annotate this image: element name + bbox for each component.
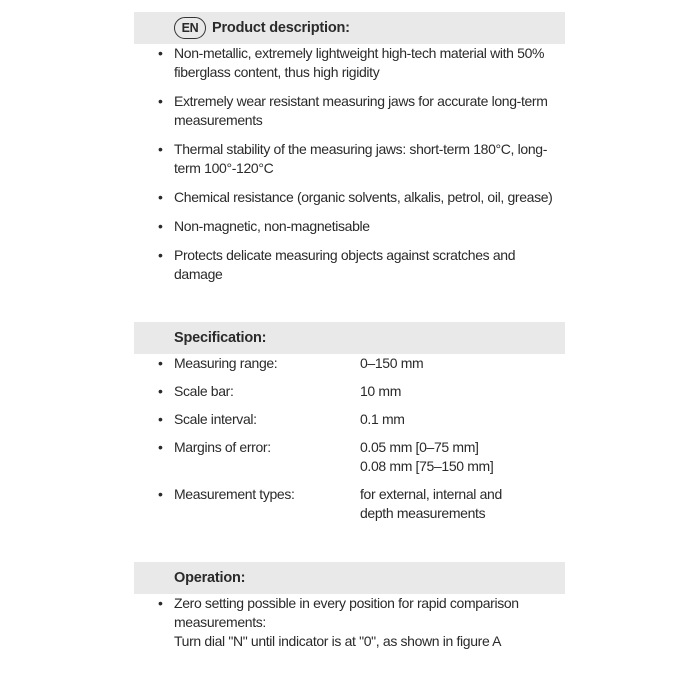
spec-value-line: 0.05 mm [0–75 mm] <box>360 439 479 455</box>
spec-row <box>134 438 565 476</box>
spec-value-line: 0–150 mm <box>360 355 424 371</box>
specification-header <box>134 322 565 354</box>
list-item: • Non-metallic, extremely lightweight high-tech material with 50% fiberglass content, thus high rigidity <box>134 44 565 82</box>
spec-row <box>134 410 565 429</box>
language-badge: EN <box>174 17 206 39</box>
list-item: • Non-magnetic, non-magnetisable <box>134 217 565 236</box>
list-item: • Thermal stability of the measuring jaws: short-term 180°C, long-term 100°-120°C <box>134 140 565 178</box>
product-description-list <box>134 44 565 284</box>
operation-text-line: Zero setting possible in every position for rapid comparison measurements: <box>174 595 519 630</box>
spec-value <box>360 354 565 373</box>
operation-text-line: Turn dial "N" until indicator is at "0", as shown in figure A <box>174 633 502 649</box>
list-item <box>134 594 565 651</box>
spec-value <box>360 410 565 429</box>
spec-row <box>134 354 565 373</box>
spec-label: • Margins of error: <box>174 439 271 455</box>
spec-label: • Scale interval: <box>174 411 257 427</box>
product-description-header <box>134 12 565 44</box>
spec-value <box>360 382 565 401</box>
document-page <box>134 12 565 651</box>
spec-value <box>360 438 565 476</box>
spec-value-line: 10 mm <box>360 383 402 399</box>
specification-list <box>134 354 565 523</box>
spec-value-line: depth measurements <box>360 505 486 521</box>
specification-title: Specification: <box>174 330 267 346</box>
spec-label: • Measuring range: <box>174 355 278 371</box>
operation-list <box>134 594 565 651</box>
spec-label: • Measurement types: <box>174 486 295 502</box>
spec-value-line: 0.1 mm <box>360 411 405 427</box>
spec-value <box>360 485 565 523</box>
operation-header <box>134 562 565 594</box>
spec-value-line: 0.08 mm [75–150 mm] <box>360 458 494 474</box>
operation-title: Operation: <box>174 570 246 586</box>
spec-row <box>134 485 565 523</box>
spec-row <box>134 382 565 401</box>
spec-value-line: for external, internal and <box>360 486 502 502</box>
list-item: • Extremely wear resistant measuring jaws for accurate long-term measurements <box>134 92 565 130</box>
spec-label: • Scale bar: <box>174 383 234 399</box>
list-item: • Protects delicate measuring objects against scratches and damage <box>134 246 565 284</box>
product-description-title: Product description: <box>212 20 350 36</box>
list-item: • Chemical resistance (organic solvents, alkalis, petrol, oil, grease) <box>134 188 565 207</box>
